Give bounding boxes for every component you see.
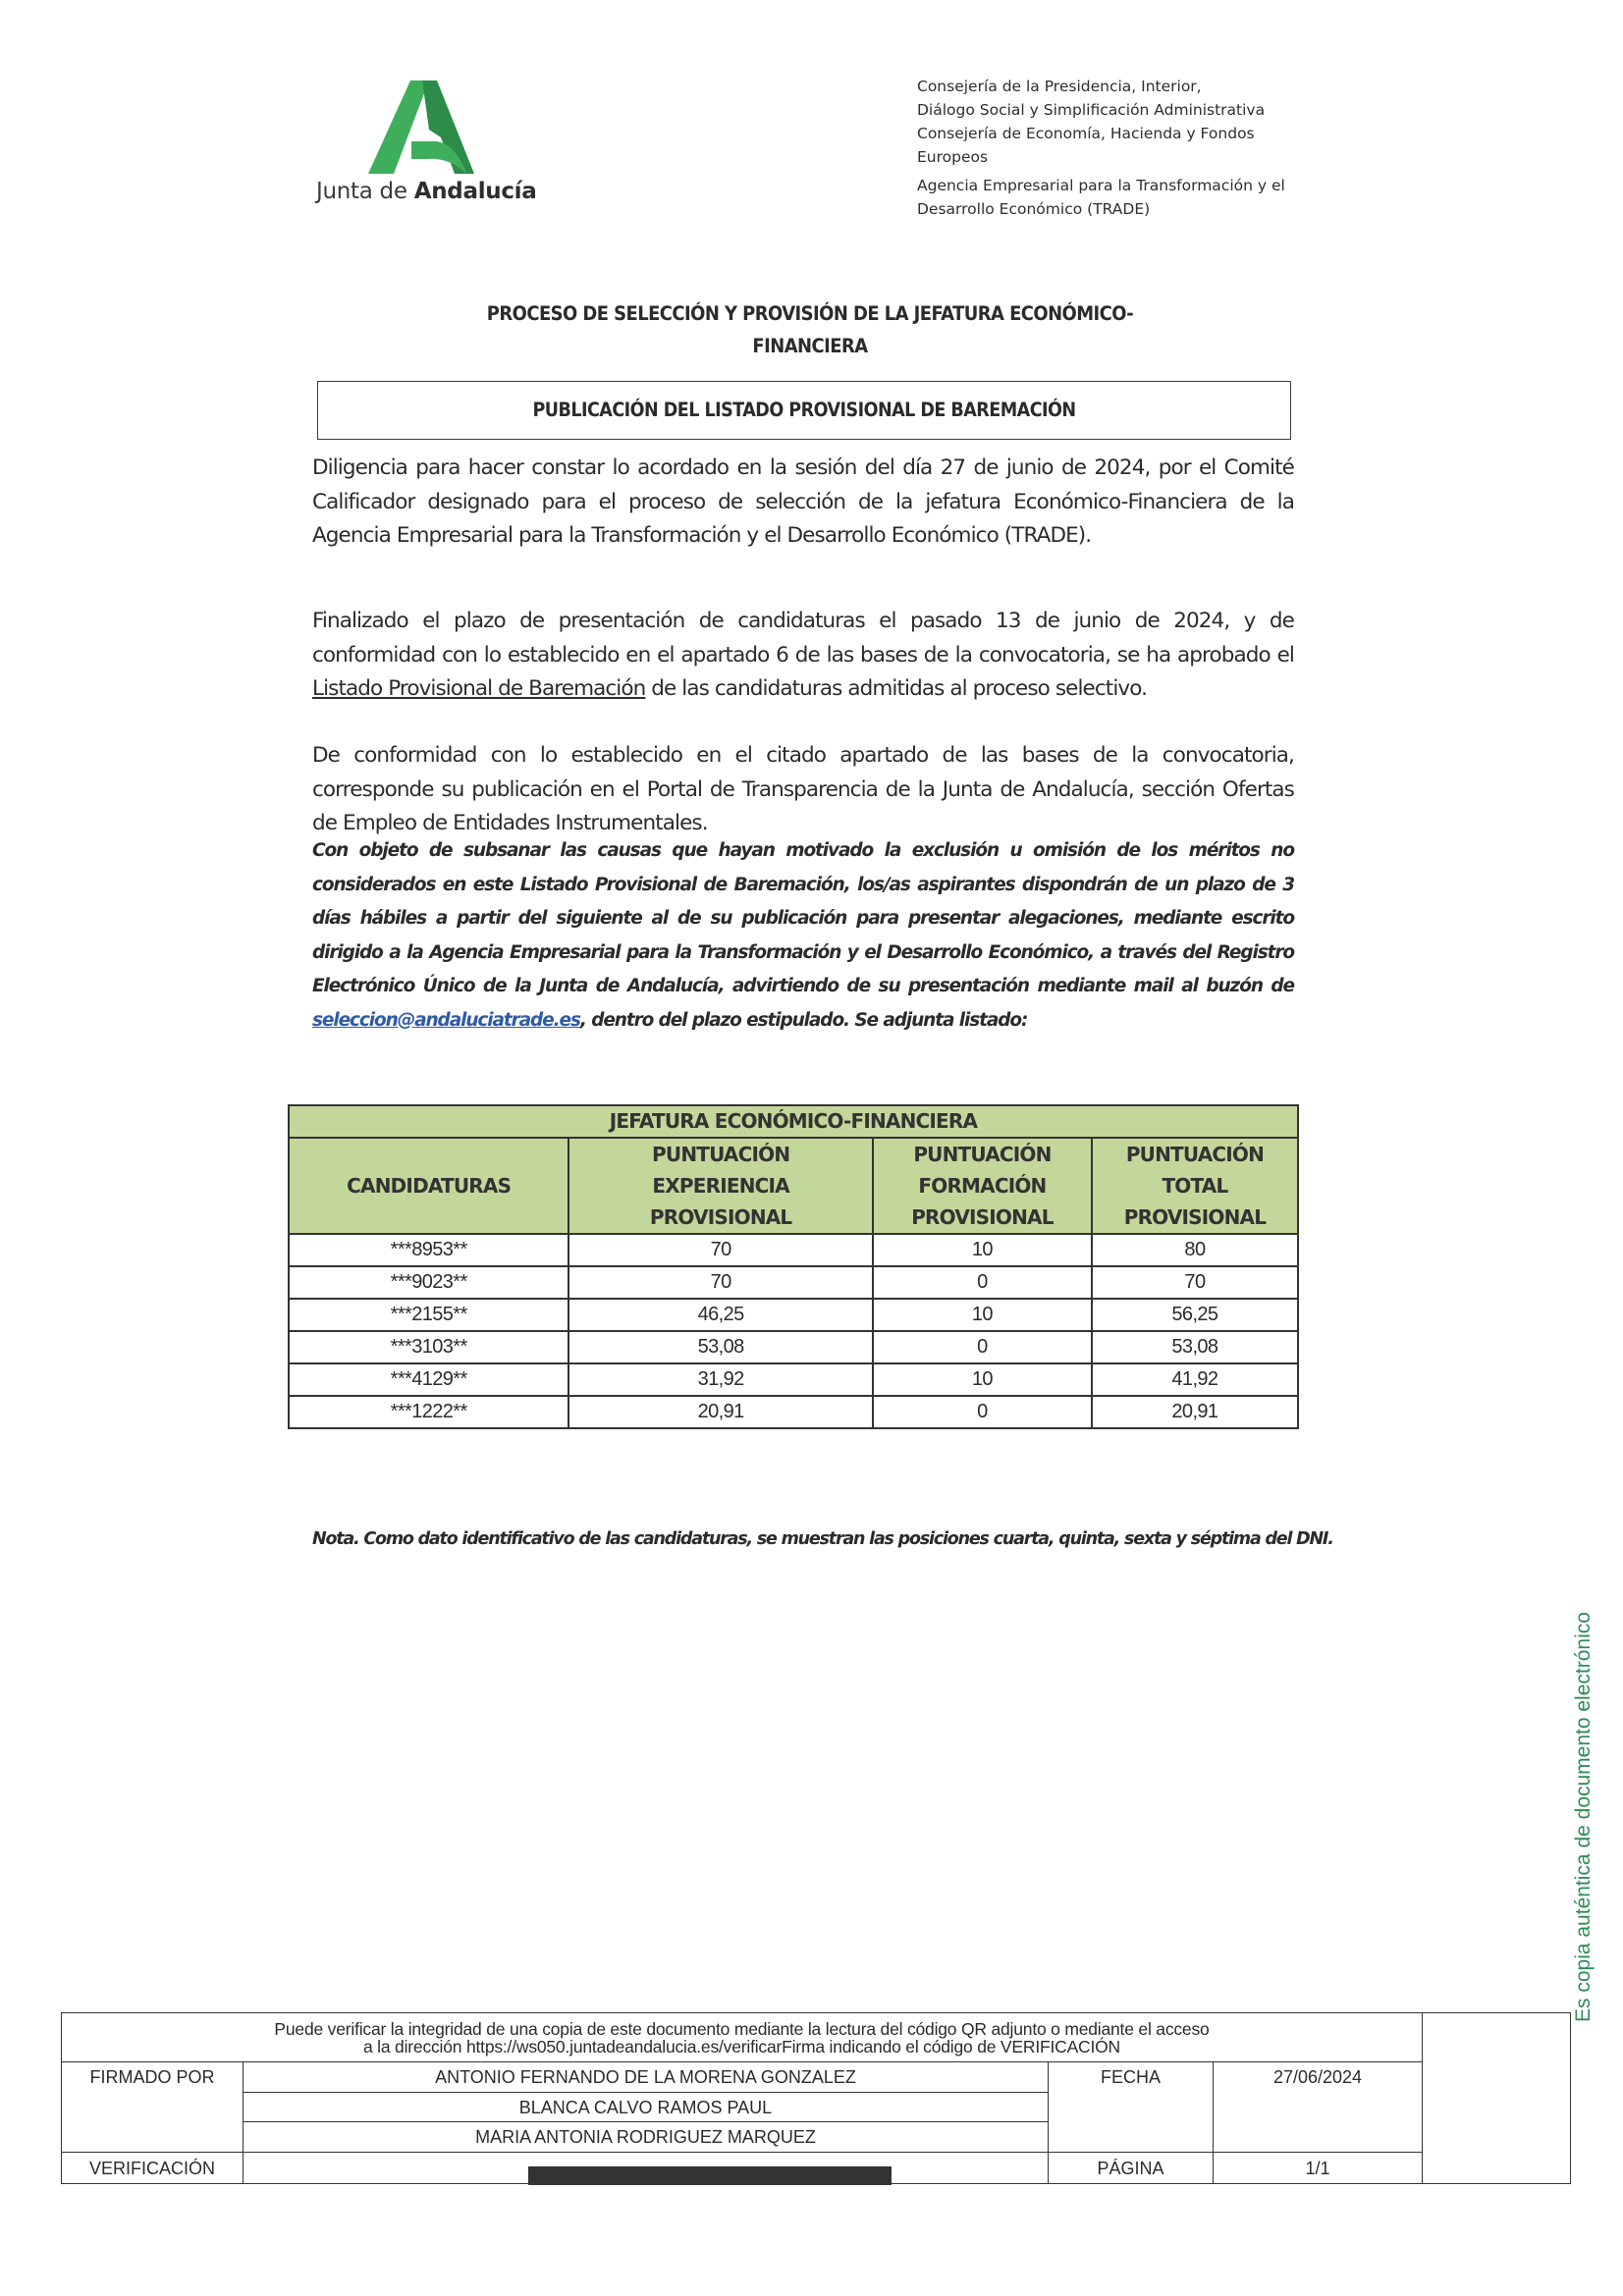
- title-line-2: FINANCIERA: [752, 335, 868, 357]
- column-header-line: EXPERIENCIA: [652, 1174, 789, 1198]
- authentic-copy-side-text: Es copia auténtica de documento electrónico: [1572, 1612, 1595, 2022]
- cell-experiencia: 53,08: [568, 1331, 873, 1363]
- verification-notice: [62, 2013, 1422, 2062]
- column-header-line: PUNTUACIÓN: [913, 1143, 1052, 1166]
- page-value: 1/1: [1305, 2159, 1330, 2178]
- signer-cell: [243, 2093, 1048, 2122]
- logo-text: [316, 179, 537, 204]
- document-title: [363, 297, 1258, 362]
- column-header-line: PROVISIONAL: [1123, 1205, 1267, 1229]
- email-link[interactable]: seleccion@andaluciatrade.es: [312, 1009, 580, 1031]
- signature-info-block: [62, 2013, 1423, 2183]
- table-row: [289, 1299, 1298, 1331]
- issuer-line: Consejería de la Presidencia, Interior,: [917, 78, 1202, 95]
- paragraph-text: Finalizado el plazo de presentación de candidaturas el pasado 13 de junio de 2024, y de conformidad con lo establecido en el apartado 6 de las bases de la convocatoria, se ha aprobado el: [312, 609, 1294, 667]
- cell-experiencia: 46,25: [568, 1299, 873, 1331]
- junta-andalucia-logo: [314, 80, 540, 218]
- cell-candidatura: ***9023**: [289, 1266, 568, 1299]
- cell-formacion: 0: [873, 1266, 1092, 1299]
- paragraph-publicacion: De conformidad con lo establecido en el citado apartado de las bases de la convocatoria, corresponde su publicación en el Portal de Transparencia de la Junta de Andalucía, sección Ofertas de Empleo de Entidades Instrumentales.: [312, 743, 1294, 835]
- cell-total: 70: [1092, 1266, 1298, 1299]
- logo-text-bold: Andalucía: [413, 179, 537, 204]
- signer-name: ANTONIO FERNANDO DE LA MORENA GONZALEZ: [435, 2067, 856, 2087]
- issuer-line: Agencia Empresarial para la Transformación y el: [917, 177, 1285, 194]
- listado-provisional-underlined: Listado Provisional de Baremación: [312, 676, 646, 701]
- table-row: [289, 1331, 1298, 1363]
- column-header-line: PUNTUACIÓN: [652, 1143, 790, 1166]
- signer-name: MARIA ANTONIA RODRIGUEZ MARQUEZ: [475, 2127, 816, 2147]
- paragraph-alegaciones: [312, 834, 1294, 1038]
- cell-candidatura: ***8953**: [289, 1234, 568, 1266]
- signer-cell: [243, 2122, 1048, 2153]
- qr-code-area: [1422, 2013, 1569, 2183]
- issuing-bodies: [917, 75, 1310, 221]
- cell-total: 41,92: [1092, 1363, 1298, 1396]
- issuer-line: Desarrollo Económico (TRADE): [917, 200, 1151, 218]
- column-header-line: PROVISIONAL: [649, 1205, 792, 1229]
- cell-experiencia: 70: [568, 1234, 873, 1266]
- cell-candidatura: ***4129**: [289, 1363, 568, 1396]
- cell-formacion: 0: [873, 1396, 1092, 1428]
- column-header-line: TOTAL: [1162, 1174, 1228, 1198]
- date-label-cell: [1048, 2062, 1213, 2153]
- cell-experiencia: 31,92: [568, 1363, 873, 1396]
- cell-experiencia: 70: [568, 1266, 873, 1299]
- column-header-line: PROVISIONAL: [911, 1205, 1054, 1229]
- junta-andalucia-logo-icon: [368, 80, 476, 174]
- cell-formacion: 10: [873, 1363, 1092, 1396]
- cell-formacion: 10: [873, 1234, 1092, 1266]
- table-row: [289, 1363, 1298, 1396]
- boxed-heading-text: PUBLICACIÓN DEL LISTADO PROVISIONAL DE BAREMACIÓN: [532, 399, 1076, 421]
- paragraph-diligencia: Diligencia para hacer constar lo acordado en la sesión del día 27 de junio de 2024, por el Comité Calificador designado para el proceso de selección de la jefatura Económico-Financiera de la Agencia Empresarial para la Transformación y el Desarrollo Económico (TRADE).: [312, 455, 1294, 548]
- signed-by-label-cell: [62, 2062, 243, 2153]
- table-note: Nota. Como dato identificativo de las candidaturas, se muestran las posiciones cuarta, quinta, sexta y séptima del DNI.: [312, 1529, 1333, 1549]
- cell-candidatura: ***1222**: [289, 1396, 568, 1428]
- cell-total: 53,08: [1092, 1331, 1298, 1363]
- column-header-line: CANDIDATURAS: [347, 1174, 512, 1198]
- column-header-total: [1092, 1138, 1298, 1234]
- verification-label: VERIFICACIÓN: [88, 2159, 215, 2178]
- column-header-line: PUNTUACIÓN: [1125, 1143, 1265, 1166]
- signed-by-label: FIRMADO POR: [89, 2067, 215, 2087]
- cell-total: 56,25: [1092, 1299, 1298, 1331]
- verification-notice-line: a la dirección https://ws050.juntadeandalucia.es/verificarFirma indicando el código de VERIFICACIÓN: [362, 2037, 1120, 2056]
- page-value-cell: [1213, 2153, 1422, 2183]
- issuer-line: Europeos: [917, 148, 989, 166]
- paragraph-finalizado: [312, 605, 1294, 707]
- column-header-experiencia: [568, 1138, 873, 1234]
- column-header-candidaturas: [289, 1138, 568, 1234]
- signer-name: BLANCA CALVO RAMOS PAUL: [518, 2098, 773, 2117]
- paragraph-text: Con objeto de subsanar las causas que hayan motivado la exclusión u omisión de los méritos no considerados en este Listado Provisional de Baremación, los/as aspirantes dispondrán de un plazo de 3 días hábiles a partir del siguiente al de su publicación para presentar alegaciones, mediante escrito dirigido a la Agencia Empresarial para la Transformación y el Desarrollo Económico, a través del Registro Electrónico Único de la Junta de Andalucía, advirtiendo de su presentación mediante mail al buzón de: [312, 840, 1294, 996]
- score-table: [288, 1104, 1299, 1429]
- date-value-cell: [1213, 2062, 1422, 2153]
- cell-formacion: 10: [873, 1299, 1092, 1331]
- signature-footer: [61, 2012, 1571, 2184]
- table-row: [289, 1266, 1298, 1299]
- date-value: 27/06/2024: [1272, 2067, 1363, 2087]
- paragraph-text: de las candidaturas admitidas al proceso selectivo.: [645, 676, 1148, 701]
- issuer-line: Diálogo Social y Simplificación Administrativa: [917, 101, 1266, 119]
- cell-total: 20,91: [1092, 1396, 1298, 1428]
- boxed-heading: [317, 381, 1291, 440]
- page-label: PÁGINA: [1097, 2159, 1164, 2178]
- title-line-1: PROCESO DE SELECCIÓN Y PROVISIÓN DE LA JEFATURA ECONÓMICO-: [486, 302, 1134, 325]
- table-group-header: JEFATURA ECONÓMICO-FINANCIERA: [289, 1105, 1298, 1138]
- redacted-verification-code: [528, 2166, 892, 2185]
- paragraph-text: , dentro del plazo estipulado. Se adjunta listado:: [579, 1009, 1028, 1031]
- verification-label-cell: [62, 2153, 243, 2183]
- table-row: [289, 1234, 1298, 1266]
- signer-cell: [243, 2062, 1048, 2093]
- column-header-line: FORMACIÓN: [918, 1174, 1047, 1198]
- cell-experiencia: 20,91: [568, 1396, 873, 1428]
- cell-formacion: 0: [873, 1331, 1092, 1363]
- cell-candidatura: ***2155**: [289, 1299, 568, 1331]
- issuer-line: Consejería de Economía, Hacienda y Fondos: [917, 125, 1255, 142]
- date-label: FECHA: [1100, 2067, 1161, 2087]
- cell-candidatura: ***3103**: [289, 1331, 568, 1363]
- verification-notice-line: Puede verificar la integridad de una copia de este documento mediante la lectura del código QR adjunto o mediante el acceso: [274, 2019, 1210, 2039]
- column-header-formacion: [873, 1138, 1092, 1234]
- page-label-cell: [1048, 2153, 1213, 2183]
- cell-total: 80: [1092, 1234, 1298, 1266]
- table-row: [289, 1396, 1298, 1428]
- logo-text-light: Junta de: [316, 179, 407, 204]
